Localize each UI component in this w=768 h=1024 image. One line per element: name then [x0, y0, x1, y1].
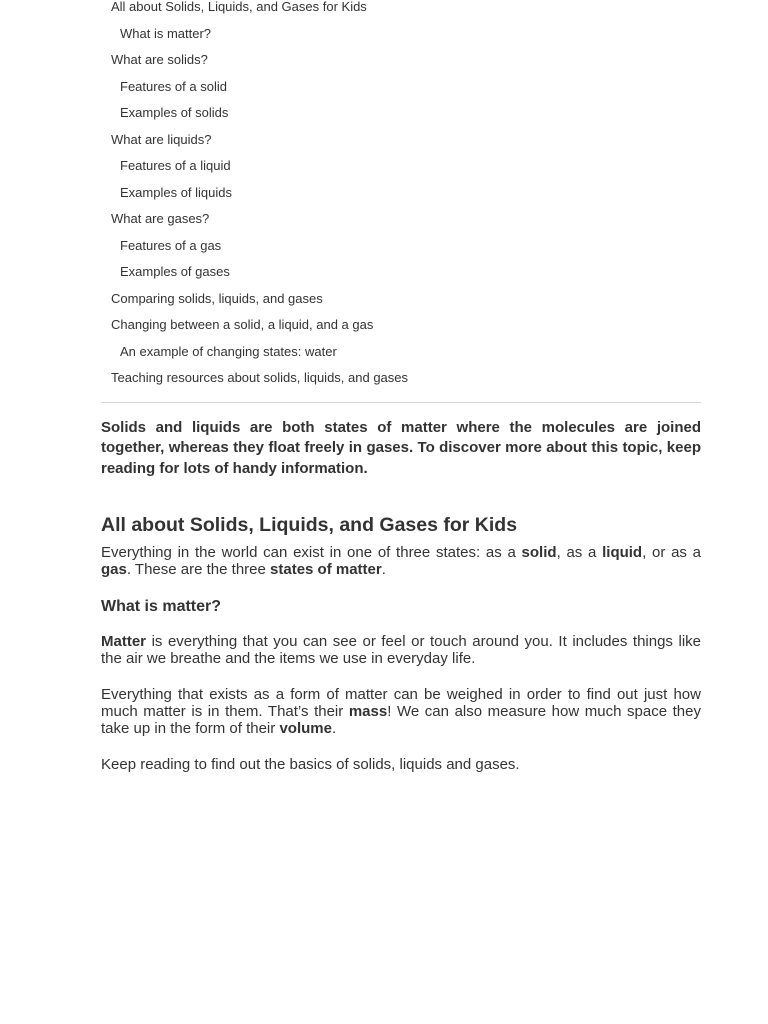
toc-item[interactable] [101, 21, 701, 48]
toc-item[interactable] [101, 47, 701, 74]
keyword-states-of-matter: states of matter [270, 561, 382, 578]
toc-link[interactable]: Features of a gas [120, 237, 222, 253]
table-of-contents [101, 0, 701, 403]
toc-link[interactable]: What is matter? [120, 25, 212, 41]
toc-item[interactable] [101, 0, 701, 21]
section-heading-what-is-matter: What is matter? [101, 598, 222, 615]
article-content [101, 0, 701, 773]
toc-link[interactable]: Changing between a solid, a liquid, and a gas [111, 317, 374, 332]
text-run: . [381, 561, 386, 578]
toc-item[interactable] [101, 100, 701, 127]
toc-item[interactable] [101, 259, 701, 286]
toc-item[interactable] [101, 365, 701, 392]
toc-link[interactable]: What are solids? [111, 52, 208, 67]
keyword-liquid: liquid [602, 544, 643, 561]
toc-item[interactable] [101, 206, 701, 233]
text-run: , as a [556, 544, 603, 561]
toc-link[interactable]: Features of a liquid [120, 158, 231, 173]
toc-item[interactable] [101, 312, 701, 339]
toc-item[interactable] [101, 127, 701, 154]
text-run: . [331, 720, 337, 737]
keyword-mass: mass [348, 703, 388, 720]
states-of-matter-paragraph [101, 544, 701, 578]
toc-item[interactable] [101, 233, 701, 260]
toc-item[interactable] [101, 339, 701, 366]
matter-definition-paragraph [101, 633, 701, 667]
toc-link[interactable]: Features of a solid [120, 78, 227, 94]
section-heading-solids-liquids-gases: All about Solids, Liquids, and Gases for Kids [101, 514, 518, 536]
toc-link[interactable]: Examples of solids [120, 105, 229, 120]
text-run: ! We can also measure how much space they take up in the form of their [101, 703, 701, 737]
toc-link[interactable]: All about Solids, Liquids, and Gases for Kids [111, 0, 367, 14]
keyword-gas: gas [101, 561, 127, 578]
text-run: Everything that exists as a form of matter can be weighed in order to find out just how much matter is in them. That’s their [101, 686, 701, 720]
toc-link[interactable]: Examples of gases [120, 264, 230, 279]
toc-link[interactable]: An example of changing states: water [120, 343, 337, 359]
keyword-volume: volume [279, 720, 332, 737]
mass-volume-paragraph [101, 686, 701, 737]
keyword-matter: Matter [101, 633, 147, 650]
toc-item[interactable] [101, 180, 701, 207]
toc-link[interactable]: Teaching resources about solids, liquids, and gases [111, 370, 409, 385]
keyword-solid: solid [521, 544, 557, 561]
text-run: is everything that you can see or feel or touch around you. It includes things like the air we breathe and the items we use in everyday life. [101, 633, 701, 667]
toc-item[interactable] [101, 286, 701, 313]
toc-link[interactable]: Comparing solids, liquids, and gases [111, 290, 323, 306]
toc-item[interactable] [101, 153, 701, 180]
toc-item[interactable] [101, 74, 701, 101]
toc-link[interactable]: What are gases? [111, 211, 210, 226]
toc-link[interactable]: What are liquids? [111, 131, 212, 147]
text-run: Everything in the world can exist in one of three states: as a [101, 544, 522, 561]
text-run: , or as a [642, 544, 701, 561]
intro-paragraph: Solids and liquids are both states of matter where the molecules are joined together, whereas they float freely in gases. To discover more about this topic, keep reading for lots of handy information. [101, 418, 701, 477]
text-run: . These are the three [126, 561, 271, 578]
keep-reading-paragraph: Keep reading to find out the basics of solids, liquids and gases. [101, 756, 520, 773]
toc-link[interactable]: Examples of liquids [120, 184, 232, 200]
